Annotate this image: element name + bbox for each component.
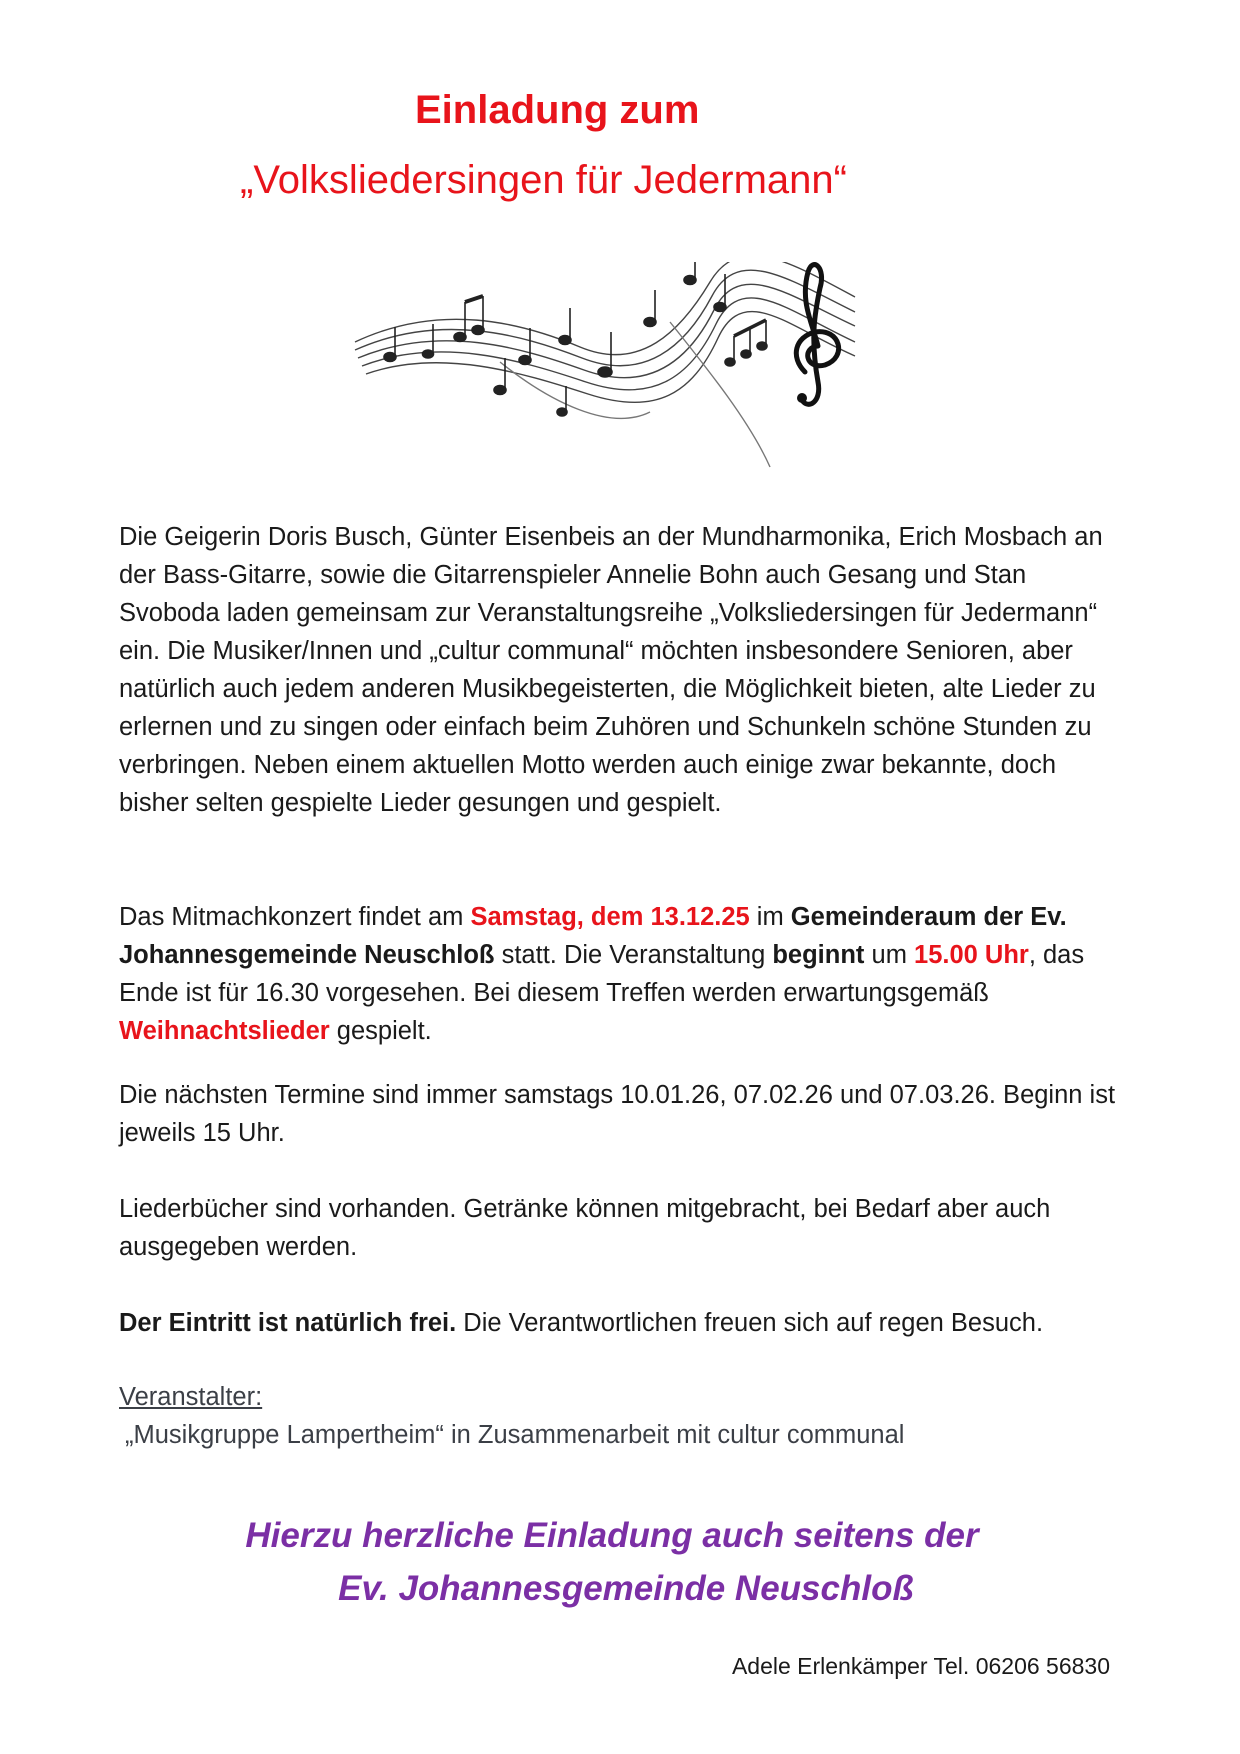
contact-info: Adele Erlenkämper Tel. 06206 56830: [731, 1653, 1110, 1679]
title-line-2: „Volksliedersingen für Jedermann“: [240, 158, 847, 202]
paragraph-musicians: Die Geigerin Doris Busch, Günter Eisenbeis an der Mundharmonika, Erich Mosbach an der Bass-Gitarre, sowie die Gitarrenspieler Annelie Bohn auch Gesang und Stan Svoboda laden gemeinsam zur Veranstaltungsreihe „Volksliedersingen für Jedermann“ ein. Die Musiker/Innen und „cultur communal“ möchten insbesondere Senioren, aber natürlich auch jedem anderen Musikbegeisterten, die Möglichkeit bieten, alte Lieder zu erlernen und zu singen oder einfach beim Zuhören und Schunkeln schöne Stunden zu verbringen. Neben einem aktuellen Motto werden auch einige zwar bekannte, doch bisher selten gespielte Lieder gesungen und gespielt.: [119, 523, 1103, 817]
paragraph-admission: [119, 1304, 1129, 1342]
text-segment: gespielt.: [329, 1017, 432, 1045]
text-segment: Die Verantwortlichen freuen sich auf regen Besuch.: [456, 1309, 1044, 1337]
paragraph-next-dates: Die nächsten Termine sind immer samstags 10.01.26, 07.02.26 und 07.03.26. Beginn ist jeweils 15 Uhr.: [119, 1081, 1116, 1147]
paragraph-event-details: [119, 898, 1129, 1050]
begins-label: beginnt: [772, 941, 865, 969]
event-time: 15.00 Uhr: [914, 941, 1029, 969]
organizer-block: [119, 1378, 904, 1454]
text-segment: statt. Die Veranstaltung: [494, 941, 773, 969]
event-location: Gemeinderaum der Ev. Johannesgemeinde Neuschloß: [119, 903, 1067, 969]
organizer-value: „Musikgruppe Lampertheim“ in Zusammenarbeit mit cultur communal: [125, 1421, 905, 1449]
text-segment: im: [749, 903, 791, 931]
event-songs: Weihnachtslieder: [119, 1017, 330, 1045]
invitation-line-1: Hierzu herzliche Einladung auch seitens der: [245, 1516, 979, 1555]
text-segment: um: [864, 941, 915, 969]
organizer-label: Veranstalter:: [119, 1383, 263, 1411]
paragraph-songbooks: Liederbücher sind vorhanden. Getränke können mitgebracht, bei Bedarf aber auch ausgegeben werden.: [119, 1195, 1051, 1261]
text-segment: Das Mitmachkonzert findet am: [119, 903, 471, 931]
invitation-line-2: Ev. Johannesgemeinde Neuschloß: [338, 1569, 914, 1608]
music-notes-icon: [350, 262, 860, 472]
title-line-1: Einladung zum: [415, 88, 700, 132]
free-admission: Der Eintritt ist natürlich frei.: [119, 1309, 457, 1337]
event-date: Samstag, dem 13.12.25: [470, 903, 750, 931]
text-segment: , das Ende ist für 16.30 vorgesehen. Bei diesem Treffen werden erwartungsgemäß: [119, 941, 1085, 1007]
